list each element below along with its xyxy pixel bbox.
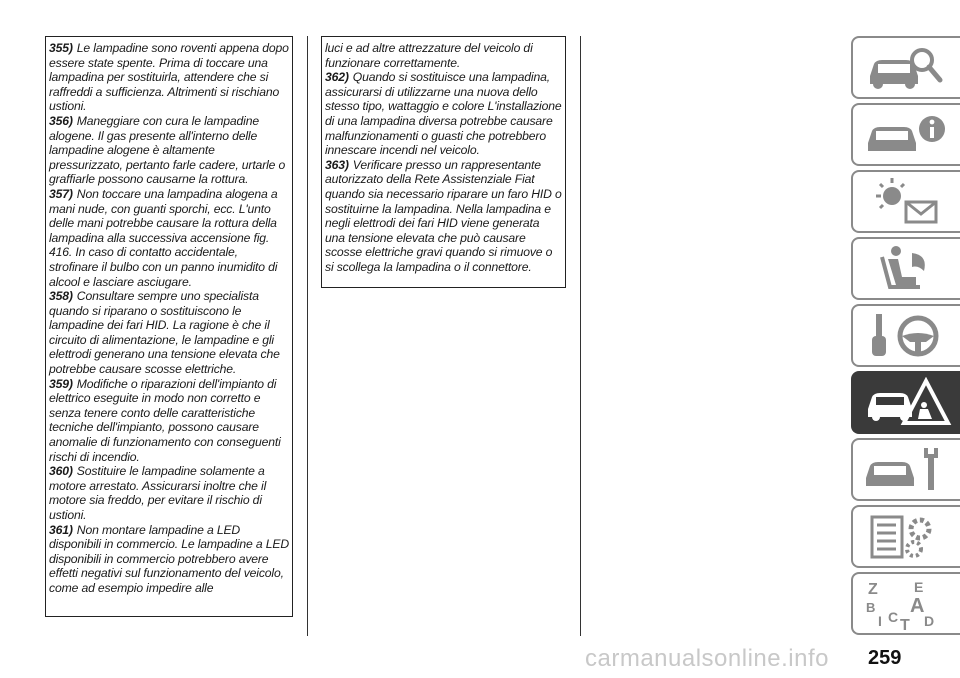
index-letter-b: B bbox=[865, 599, 875, 615]
car-search-icon bbox=[862, 42, 952, 94]
note-361-continuation: luci e ad altre attrezzature del veicolo di funzionare correttamente. bbox=[325, 41, 533, 70]
note-361: 361) Non montare lampadine a LED disponibili in commercio. Le lampadine a LED disponibili in commercio potrebbero avere effetti negativi sul funzionamento del veicolo, come ad esempio impedire alle bbox=[49, 522, 289, 595]
tab-specifications[interactable] bbox=[851, 505, 960, 568]
column-divider-left bbox=[307, 36, 308, 636]
note-358: 358) Consultare sempre uno specialista quando si riparano o sostituiscono le lampadine dei fari HID. La ragione è che il circuito di alimentazione, le lampadine e gli elettrodi generano una tensione elevata che potrebbe causare scosse elettriche. bbox=[49, 289, 280, 377]
note-362: 362) Quando si sostituisce una lampadina, assicurarsi di utilizzarne una nuova dello stesso tipo, wattaggio e colore L'installazione di una lampadina diversa potrebbe causare malfunzionamenti o guasti che potrebbero innescare incendi nel veicolo. bbox=[325, 70, 562, 158]
seat-airbag-icon bbox=[862, 243, 952, 295]
note-356: 356) Maneggiare con cura le lampadine alogene. Il gas presente all'interno delle lampadine alogene è altamente pressurizzato, pertanto farle cadere, urtarle o graffiarle possono causarne la rottura. bbox=[49, 113, 286, 187]
page-number: 259 bbox=[868, 647, 902, 669]
tab-emergency[interactable] bbox=[851, 371, 960, 434]
index-letter-c: C bbox=[887, 608, 898, 625]
warning-light-message-icon bbox=[862, 176, 952, 228]
index-letter-t: T bbox=[899, 616, 910, 630]
index-letter-z: Z bbox=[867, 580, 878, 598]
tab-index[interactable] bbox=[851, 572, 960, 635]
warning-notes-box-left bbox=[45, 36, 293, 617]
car-wrench-icon bbox=[862, 444, 952, 496]
alphabetical-index-icon bbox=[862, 578, 952, 630]
index-letter-d: D bbox=[923, 612, 934, 629]
column-divider-right bbox=[580, 36, 581, 636]
warning-notes-box-right bbox=[321, 36, 566, 288]
note-359: 359) Modifiche o riparazioni dell'impianto di elettrico eseguite in modo non corretto e senza tenere conto delle caratteristiche tecniche dell'impianto, possono causare anomalie di funzionamento con conseguenti rischi di incendio. bbox=[49, 376, 281, 464]
key-steering-wheel-icon bbox=[862, 310, 952, 362]
note-355: 355) Le lampadine sono roventi appena dopo essere state spente. Prima di toccare una lampadina per sostituirla, attendere che si raffreddi a sufficienza. Altrimenti si rischiano ustioni. bbox=[49, 41, 289, 114]
note-357: 357) Non toccare una lampadina alogena a mani nude, con guanti sporchi, ecc. L'unto delle mani potrebbe causare la rottura della lampadina alla successiva accensione fig. 416. In caso di contatto accidentale, strofinare il bulbo con un panno inumidito di alcool e lasciare asciugare. bbox=[49, 186, 278, 289]
index-letter-a: A bbox=[909, 594, 924, 617]
tab-starting-driving[interactable] bbox=[851, 304, 960, 367]
tab-maintenance[interactable] bbox=[851, 438, 960, 501]
note-360: 360) Sostituire le lampadine solamente a motore arrestato. Assicurarsi inoltre che il motore sia freddo, per evitare il rischio di ustioni. bbox=[49, 464, 267, 522]
note-363: 363) Verificare presso un rappresentante autorizzato della Rete Assistenziale Fiat quando sia necessario riparare un faro HID o sostituirne la lampadina. Nella lampadina e negli elettrodi dei fari HID viene generata una tensione elevata che può causare scosse elettriche gravi quando si rimuove o si scollega la lampadina o il connettore. bbox=[325, 157, 562, 274]
tab-warning-lights[interactable] bbox=[851, 170, 960, 233]
tab-car-search[interactable] bbox=[851, 36, 960, 99]
watermark: carmanualsonline.info bbox=[585, 645, 829, 672]
index-letter-i: I bbox=[877, 612, 882, 629]
specifications-gear-icon bbox=[862, 511, 952, 563]
car-breakdown-warning-icon bbox=[862, 377, 952, 429]
tab-car-info[interactable] bbox=[851, 103, 960, 166]
tab-safety[interactable] bbox=[851, 237, 960, 300]
index-letter-e: E bbox=[913, 578, 923, 595]
car-info-icon bbox=[862, 109, 952, 161]
